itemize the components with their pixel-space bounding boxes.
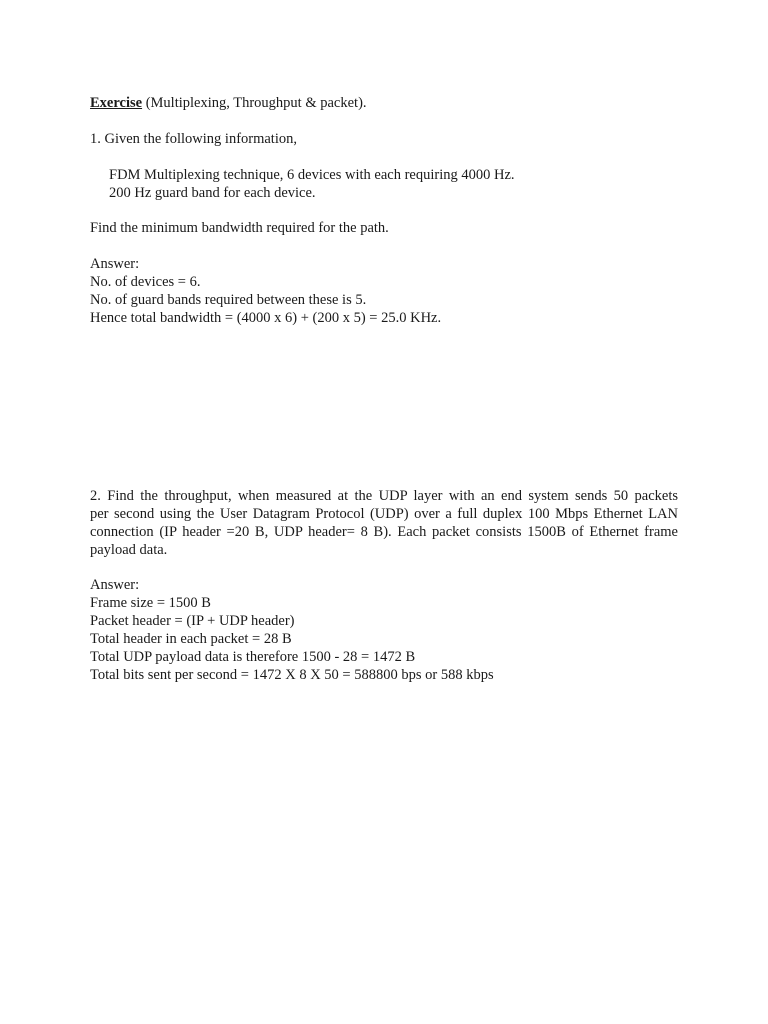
exercise-heading: Exercise — [90, 95, 143, 111]
q2-prompt-line: per second using the User Datagram Protocol (UDP) over a full duplex 100 Mbps Ethernet LAN — [90, 506, 678, 522]
q2-answer-line: Total bits sent per second = 1472 X 8 X 50 = 588800 bps or 588 kbps — [90, 667, 494, 683]
q2-prompt-line: connection (IP header =20 B, UDP header= 8 B). Each packet consists 1500B of Ethernet frame — [90, 524, 678, 540]
q1-answer-line: No. of guard bands required between these is 5. — [90, 292, 367, 308]
q1-info-line: FDM Multiplexing technique, 6 devices with each requiring 4000 Hz. — [109, 167, 515, 183]
q2-answer-line: Frame size = 1500 B — [90, 595, 211, 611]
q1-answer-line: Hence total bandwidth = (4000 x 6) + (200 x 5) = 25.0 KHz. — [90, 310, 442, 326]
q2-answer-line: Total UDP payload data is therefore 1500 - 28 = 1472 B — [90, 649, 416, 665]
q2-prompt — [90, 487, 678, 559]
q1-prompt: 1. Given the following information, — [90, 131, 297, 147]
q2-answer-line: Total header in each packet = 28 B — [90, 631, 292, 647]
q2-answer-label: Answer: — [90, 577, 140, 593]
q2-prompt-line: 2. Find the throughput, when measured at the UDP layer with an end system sends 50 packets — [90, 488, 678, 504]
q1-answer-line: No. of devices = 6. — [90, 274, 201, 290]
q1-info-line: 200 Hz guard band for each device. — [109, 185, 316, 201]
q1-task: Find the minimum bandwidth required for the path. — [90, 220, 389, 236]
exercise-subtitle: (Multiplexing, Throughput & packet). — [142, 95, 367, 111]
q1-answer-label: Answer: — [90, 256, 140, 272]
exercise-title — [90, 94, 367, 112]
q2-prompt-line: payload data. — [90, 542, 168, 558]
q2-answer-line: Packet header = (IP + UDP header) — [90, 613, 295, 629]
